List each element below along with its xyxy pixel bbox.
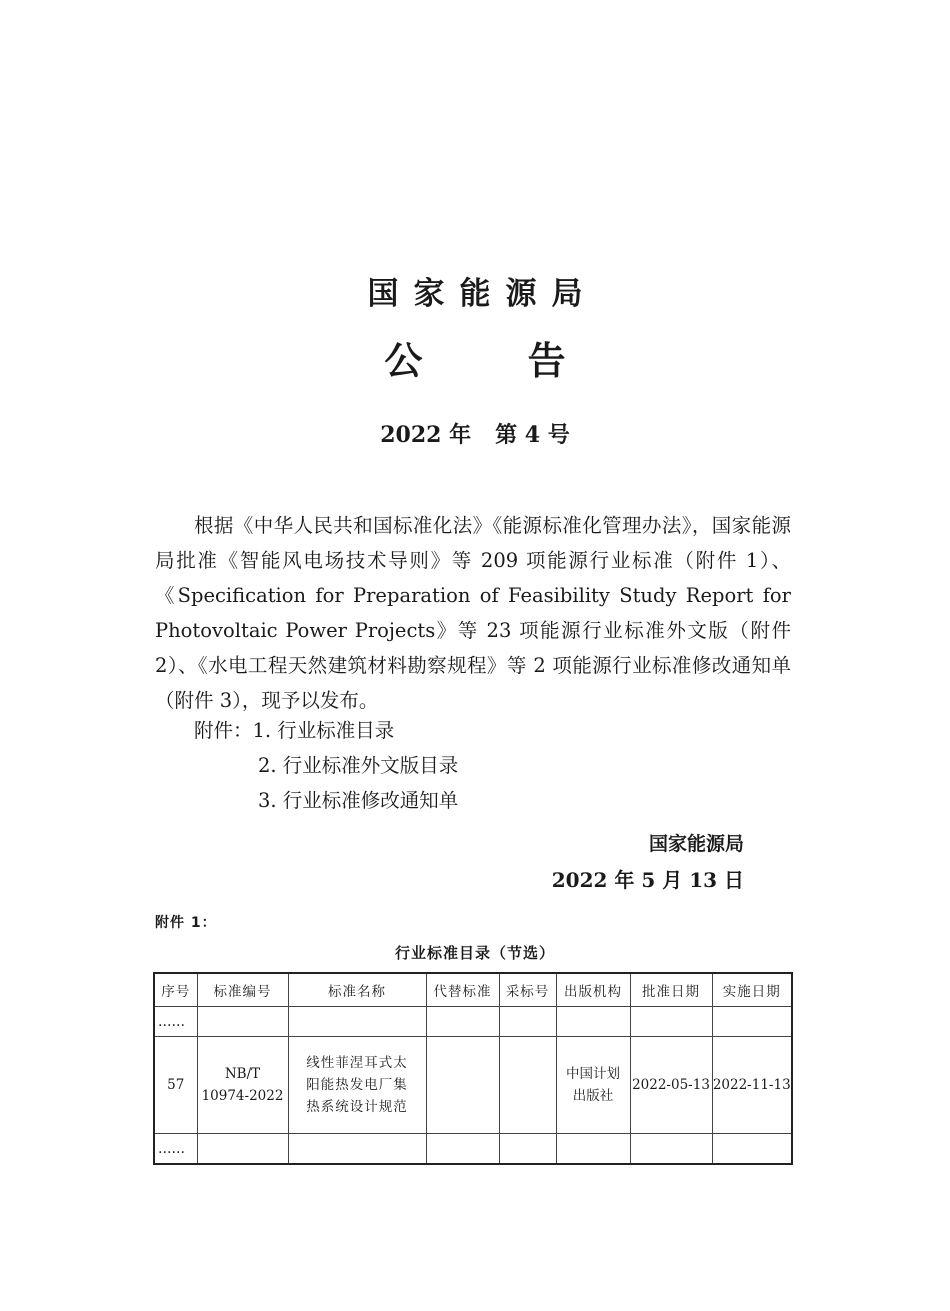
- cell-name-line: 线性菲涅耳式太: [306, 1055, 408, 1071]
- standards-catalog-table: [153, 972, 793, 1165]
- table-row: [154, 1134, 792, 1165]
- cell-seq: 57: [154, 1037, 197, 1134]
- table-caption: 行业标准目录（节选）: [394, 944, 555, 962]
- cell-approval-date: 2022-05-13: [630, 1037, 712, 1134]
- col-header-seq: 序号: [154, 973, 197, 1007]
- col-header-approval: 批准日期: [630, 973, 712, 1007]
- cell-replaced: [426, 1037, 499, 1134]
- cell-code-line: 10974-2022: [201, 1088, 284, 1104]
- cell-name: [288, 1037, 426, 1134]
- ellipsis-cell: ……: [154, 1007, 197, 1037]
- notice-title: 公 告: [384, 339, 612, 383]
- col-header-adopted: 采标号: [499, 973, 556, 1007]
- cell-code-line: NB/T: [224, 1066, 261, 1082]
- signature-agency: 国家能源局: [648, 833, 744, 855]
- attachment-item-2: 2. 行业标准外文版目录: [258, 754, 459, 777]
- cell-publisher: [556, 1037, 630, 1134]
- notice-number: [0, 418, 950, 449]
- agency-title: 国家能源局: [367, 276, 598, 312]
- table-row: [154, 1037, 792, 1134]
- cell-name-line: 热系统设计规范: [306, 1099, 408, 1115]
- col-header-replaced: 代替标准: [426, 973, 499, 1007]
- cell-publisher-line: 中国计划: [566, 1066, 620, 1082]
- table-header-row: [154, 973, 792, 1007]
- col-header-name: 标准名称: [288, 973, 426, 1007]
- attachment-item-3: 3. 行业标准修改通知单: [258, 789, 459, 812]
- attachment-item-1: 附件：1. 行业标准目录: [194, 719, 395, 742]
- cell-code: [197, 1037, 288, 1134]
- col-header-effective: 实施日期: [712, 973, 792, 1007]
- notice-issue: 第 4 号: [495, 422, 570, 448]
- cell-publisher-line: 出版社: [572, 1088, 614, 1104]
- ellipsis-cell: ……: [154, 1134, 197, 1165]
- signature-date: 2022 年 5 月 13 日: [551, 868, 744, 892]
- notice-year: 2022 年: [380, 422, 472, 448]
- col-header-publisher: 出版机构: [556, 973, 630, 1007]
- col-header-code: 标准编号: [197, 973, 288, 1007]
- appendix-label: 附件 1：: [155, 915, 217, 931]
- cell-effective-date: 2022-11-13: [712, 1037, 792, 1134]
- cell-name-line: 阳能热发电厂集: [306, 1077, 408, 1093]
- table-row: [154, 1007, 792, 1037]
- notice-body: 根据《中华人民共和国标准化法》《能源标准化管理办法》，国家能源局批准《智能风电场技术导则》等 209 项能源行业标准（附件 1）、《Specification for Preparation of Feasibility Study Report for Photovoltaic Power Projects》等 23 项能源行业标准外文版（附件 2）、《水电工程天然建筑材料勘察规程》等 2 项能源行业标准修改通知单（附件 3），现予以发布。: [155, 514, 791, 712]
- cell-adopted: [499, 1037, 556, 1134]
